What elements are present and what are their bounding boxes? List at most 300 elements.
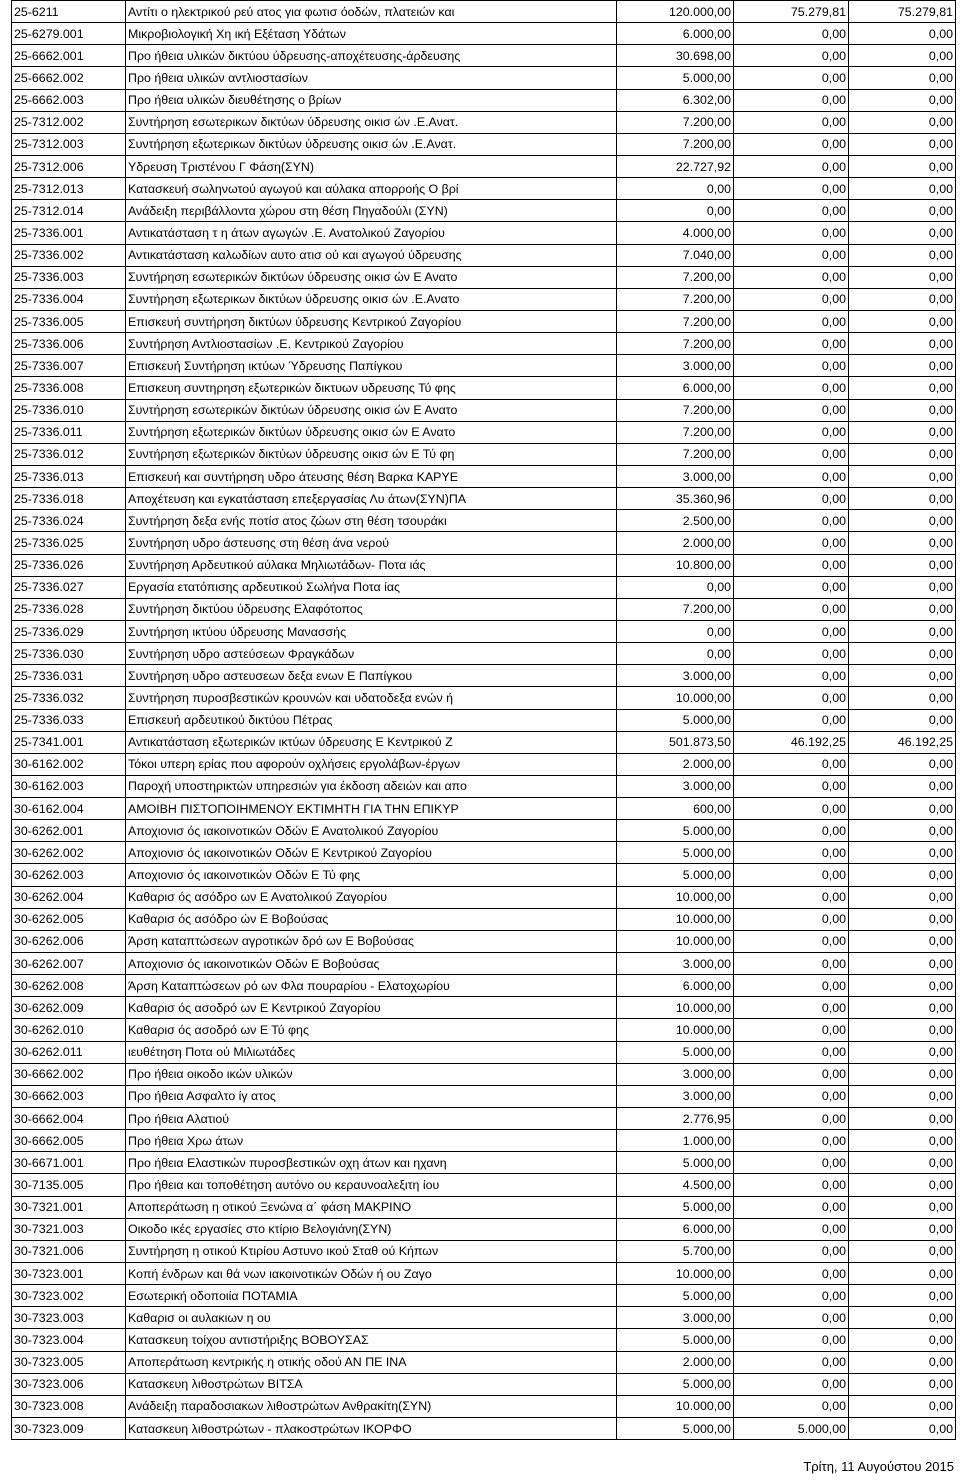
committed-amount-cell: 0,00 bbox=[734, 532, 849, 554]
paid-amount-cell: 46.192,25 bbox=[849, 731, 956, 753]
committed-amount-cell: 0,00 bbox=[734, 775, 849, 797]
budget-amount-cell: 7.200,00 bbox=[617, 111, 734, 133]
committed-amount-cell: 0,00 bbox=[734, 421, 849, 443]
account-code-cell: 30-6262.003 bbox=[12, 864, 126, 886]
budget-amount-cell: 5.000,00 bbox=[617, 1418, 734, 1440]
paid-amount-cell: 0,00 bbox=[849, 488, 956, 510]
paid-amount-cell: 0,00 bbox=[849, 1130, 956, 1152]
description-cell: Καθαρισ ός ασόδρο ων Ε Ανατολικού Ζαγορίου bbox=[126, 886, 617, 908]
paid-amount-cell: 0,00 bbox=[849, 620, 956, 642]
account-code-cell: 25-7336.013 bbox=[12, 465, 126, 487]
table-row bbox=[12, 510, 956, 532]
paid-amount-cell: 0,00 bbox=[849, 399, 956, 421]
paid-amount-cell: 0,00 bbox=[849, 355, 956, 377]
paid-amount-cell: 0,00 bbox=[849, 576, 956, 598]
budget-amount-cell: 10.000,00 bbox=[617, 687, 734, 709]
table-row bbox=[12, 377, 956, 399]
description-cell: Συντήρηση πυροσβεστικών κρουνών και υδατοδεξα ενών ή bbox=[126, 687, 617, 709]
committed-amount-cell: 0,00 bbox=[734, 488, 849, 510]
budget-amount-cell: 5.000,00 bbox=[617, 1329, 734, 1351]
budget-amount-cell: 22.727,92 bbox=[617, 155, 734, 177]
table-row bbox=[12, 421, 956, 443]
budget-amount-cell: 6.000,00 bbox=[617, 377, 734, 399]
budget-amount-cell: 2.000,00 bbox=[617, 753, 734, 775]
account-code-cell: 30-7321.006 bbox=[12, 1240, 126, 1262]
account-code-cell: 25-7341.001 bbox=[12, 731, 126, 753]
committed-amount-cell: 0,00 bbox=[734, 222, 849, 244]
committed-amount-cell: 0,00 bbox=[734, 1240, 849, 1262]
budget-amount-cell: 0,00 bbox=[617, 178, 734, 200]
description-cell: Αντικατάσταση εξωτερικών ικτύων ύδρευσης Ε Κεντρικού Ζ bbox=[126, 731, 617, 753]
committed-amount-cell: 0,00 bbox=[734, 1108, 849, 1130]
description-cell: Αντικατάσταση τ η άτων αγωγών .Ε. Ανατολικού Ζαγορίου bbox=[126, 222, 617, 244]
table-row bbox=[12, 155, 956, 177]
account-code-cell: 25-7336.003 bbox=[12, 266, 126, 288]
description-cell: Αντικατάσταση καλωδίων αυτο ατισ ού και αγωγού ύδρευσης bbox=[126, 244, 617, 266]
budget-amount-cell: 501.873,50 bbox=[617, 731, 734, 753]
paid-amount-cell: 0,00 bbox=[849, 155, 956, 177]
committed-amount-cell: 0,00 bbox=[734, 1373, 849, 1395]
table-row bbox=[12, 111, 956, 133]
budget-amount-cell: 6.302,00 bbox=[617, 89, 734, 111]
committed-amount-cell: 0,00 bbox=[734, 310, 849, 332]
committed-amount-cell: 0,00 bbox=[734, 554, 849, 576]
table-row bbox=[12, 1263, 956, 1285]
paid-amount-cell: 0,00 bbox=[849, 842, 956, 864]
description-cell: Συντήρηση εξωτερικών δικτύων ύδρευσης οικισ ών Ε Τύ φη bbox=[126, 443, 617, 465]
table-row bbox=[12, 1063, 956, 1085]
paid-amount-cell: 0,00 bbox=[849, 1041, 956, 1063]
table-row bbox=[12, 643, 956, 665]
description-cell: Προ ήθεια υλικών δικτύου ύδρευσης-αποχέτευσης-άρδευσης bbox=[126, 45, 617, 67]
account-code-cell: 25-7336.033 bbox=[12, 709, 126, 731]
description-cell: Προ ήθεια και τοποθέτηση αυτόνο ου κεραυνοαλεξιτη ίου bbox=[126, 1174, 617, 1196]
description-cell: Συντήρηση υδρο αστεύσεων Φραγκάδων bbox=[126, 643, 617, 665]
account-code-cell: 30-6262.007 bbox=[12, 953, 126, 975]
table-row bbox=[12, 1, 956, 23]
budget-amount-cell: 3.000,00 bbox=[617, 775, 734, 797]
committed-amount-cell: 0,00 bbox=[734, 1019, 849, 1041]
paid-amount-cell: 0,00 bbox=[849, 111, 956, 133]
table-row bbox=[12, 133, 956, 155]
description-cell: Οικοδο ικές εργασίες στο κτίριο Βελογιάνη(ΣΥΝ) bbox=[126, 1218, 617, 1240]
committed-amount-cell: 0,00 bbox=[734, 1174, 849, 1196]
paid-amount-cell: 0,00 bbox=[849, 1329, 956, 1351]
committed-amount-cell: 0,00 bbox=[734, 89, 849, 111]
paid-amount-cell: 0,00 bbox=[849, 953, 956, 975]
table-row bbox=[12, 89, 956, 111]
table-row bbox=[12, 355, 956, 377]
paid-amount-cell: 0,00 bbox=[849, 1152, 956, 1174]
description-cell: Καθαρισ ός ασοδρό ων Ε Κεντρικού Ζαγορίου bbox=[126, 997, 617, 1019]
committed-amount-cell: 0,00 bbox=[734, 333, 849, 355]
description-cell: Συντήρηση Αντλιοστασίων .Ε. Κεντρικού Ζαγορίου bbox=[126, 333, 617, 355]
budget-amount-cell: 0,00 bbox=[617, 643, 734, 665]
table-row bbox=[12, 1285, 956, 1307]
table-row bbox=[12, 1395, 956, 1417]
budget-amount-cell: 7.200,00 bbox=[617, 288, 734, 310]
budget-amount-cell: 10.000,00 bbox=[617, 1263, 734, 1285]
committed-amount-cell: 0,00 bbox=[734, 1130, 849, 1152]
paid-amount-cell: 0,00 bbox=[849, 554, 956, 576]
committed-amount-cell: 0,00 bbox=[734, 687, 849, 709]
description-cell: Συντήρηση εσωτερικών δικτύων ύδρευσης οικισ ών Ε Ανατο bbox=[126, 399, 617, 421]
committed-amount-cell: 0,00 bbox=[734, 820, 849, 842]
budget-amount-cell: 7.200,00 bbox=[617, 133, 734, 155]
description-cell: Αποχιονισ ός ιακοινοτικών Οδών Ε Ανατολικού Ζαγορίου bbox=[126, 820, 617, 842]
account-code-cell: 30-6262.006 bbox=[12, 930, 126, 952]
account-code-cell: 30-6262.002 bbox=[12, 842, 126, 864]
account-code-cell: 30-7323.005 bbox=[12, 1351, 126, 1373]
committed-amount-cell: 0,00 bbox=[734, 266, 849, 288]
description-cell: Κατασκευή σωληνωτού αγωγού και αύλακα απορροής Ο βρί bbox=[126, 178, 617, 200]
account-code-cell: 30-6262.008 bbox=[12, 975, 126, 997]
budget-amount-cell: 5.000,00 bbox=[617, 1373, 734, 1395]
committed-amount-cell: 0,00 bbox=[734, 1395, 849, 1417]
table-row bbox=[12, 687, 956, 709]
description-cell: Συντήρηση η οτικού Κτιρίου Αστυνο ικού Σταθ ού Κήπων bbox=[126, 1240, 617, 1262]
committed-amount-cell: 0,00 bbox=[734, 443, 849, 465]
description-cell: Ανάδειξη παραδοσιακων λιθοστρώτων Ανθρακίτη(ΣΥΝ) bbox=[126, 1395, 617, 1417]
table-row bbox=[12, 399, 956, 421]
account-code-cell: 30-6662.004 bbox=[12, 1108, 126, 1130]
table-row bbox=[12, 975, 956, 997]
budget-amount-cell: 5.000,00 bbox=[617, 820, 734, 842]
table-row bbox=[12, 1373, 956, 1395]
committed-amount-cell: 0,00 bbox=[734, 244, 849, 266]
committed-amount-cell: 0,00 bbox=[734, 45, 849, 67]
budget-amount-cell: 3.000,00 bbox=[617, 1085, 734, 1107]
budget-amount-cell: 5.000,00 bbox=[617, 1152, 734, 1174]
committed-amount-cell: 0,00 bbox=[734, 1196, 849, 1218]
paid-amount-cell: 0,00 bbox=[849, 1395, 956, 1417]
description-cell: Αποχιονισ ός ιακοινοτικών Οδών Ε Τύ φης bbox=[126, 864, 617, 886]
paid-amount-cell: 0,00 bbox=[849, 333, 956, 355]
account-code-cell: 30-6262.001 bbox=[12, 820, 126, 842]
committed-amount-cell: 0,00 bbox=[734, 67, 849, 89]
committed-amount-cell: 5.000,00 bbox=[734, 1418, 849, 1440]
paid-amount-cell: 0,00 bbox=[849, 222, 956, 244]
table-row bbox=[12, 1108, 956, 1130]
account-code-cell: 25-7336.024 bbox=[12, 510, 126, 532]
paid-amount-cell: 0,00 bbox=[849, 1351, 956, 1373]
table-row bbox=[12, 1329, 956, 1351]
committed-amount-cell: 0,00 bbox=[734, 1307, 849, 1329]
budget-amount-cell: 3.000,00 bbox=[617, 1307, 734, 1329]
budget-amount-cell: 5.000,00 bbox=[617, 842, 734, 864]
budget-amount-cell: 7.200,00 bbox=[617, 598, 734, 620]
paid-amount-cell: 0,00 bbox=[849, 643, 956, 665]
committed-amount-cell: 0,00 bbox=[734, 620, 849, 642]
budget-amount-cell: 5.000,00 bbox=[617, 1041, 734, 1063]
budget-table-body bbox=[12, 1, 956, 1440]
budget-amount-cell: 5.000,00 bbox=[617, 1285, 734, 1307]
description-cell: Κατασκευη τοίχου αντιστήριξης ΒΟΒΟΥΣΑΣ bbox=[126, 1329, 617, 1351]
committed-amount-cell: 0,00 bbox=[734, 133, 849, 155]
budget-amount-cell: 0,00 bbox=[617, 620, 734, 642]
paid-amount-cell: 0,00 bbox=[849, 1196, 956, 1218]
account-code-cell: 30-7323.009 bbox=[12, 1418, 126, 1440]
budget-amount-cell: 120.000,00 bbox=[617, 1, 734, 23]
budget-amount-cell: 6.000,00 bbox=[617, 1218, 734, 1240]
budget-amount-cell: 2.776,95 bbox=[617, 1108, 734, 1130]
account-code-cell: 25-7336.007 bbox=[12, 355, 126, 377]
account-code-cell: 30-6262.009 bbox=[12, 997, 126, 1019]
paid-amount-cell: 0,00 bbox=[849, 997, 956, 1019]
account-code-cell: 25-7336.008 bbox=[12, 377, 126, 399]
budget-amount-cell: 4.000,00 bbox=[617, 222, 734, 244]
budget-amount-cell: 6.000,00 bbox=[617, 975, 734, 997]
description-cell: Προ ήθεια υλικών αντλιοστασίων bbox=[126, 67, 617, 89]
budget-amount-cell: 0,00 bbox=[617, 200, 734, 222]
committed-amount-cell: 0,00 bbox=[734, 23, 849, 45]
table-row bbox=[12, 930, 956, 952]
account-code-cell: 30-6262.011 bbox=[12, 1041, 126, 1063]
table-row bbox=[12, 244, 956, 266]
paid-amount-cell: 0,00 bbox=[849, 1418, 956, 1440]
account-code-cell: 25-7312.014 bbox=[12, 200, 126, 222]
description-cell: Ανάδειξη περιβάλλοντα χώρου στη θέση Πηγαδούλι (ΣΥΝ) bbox=[126, 200, 617, 222]
committed-amount-cell: 0,00 bbox=[734, 1085, 849, 1107]
account-code-cell: 30-7323.004 bbox=[12, 1329, 126, 1351]
table-row bbox=[12, 1418, 956, 1440]
description-cell: Αποχιονισ ός ιακοινοτικών Οδών Ε Βοβούσας bbox=[126, 953, 617, 975]
paid-amount-cell: 0,00 bbox=[849, 1307, 956, 1329]
committed-amount-cell: 0,00 bbox=[734, 1351, 849, 1373]
table-row bbox=[12, 798, 956, 820]
paid-amount-cell: 0,00 bbox=[849, 89, 956, 111]
table-row bbox=[12, 1218, 956, 1240]
paid-amount-cell: 0,00 bbox=[849, 975, 956, 997]
budget-amount-cell: 10.000,00 bbox=[617, 908, 734, 930]
account-code-cell: 30-7321.003 bbox=[12, 1218, 126, 1240]
committed-amount-cell: 0,00 bbox=[734, 1329, 849, 1351]
description-cell: Υδρευση Τριστένου Γ Φάση(ΣΥΝ) bbox=[126, 155, 617, 177]
description-cell: Εργασία ετατόπισης αρδευτικού Σωλήνα Ποτα ίας bbox=[126, 576, 617, 598]
budget-amount-cell: 1.000,00 bbox=[617, 1130, 734, 1152]
table-row bbox=[12, 709, 956, 731]
paid-amount-cell: 0,00 bbox=[849, 1085, 956, 1107]
account-code-cell: 25-7336.006 bbox=[12, 333, 126, 355]
account-code-cell: 30-7323.001 bbox=[12, 1263, 126, 1285]
paid-amount-cell: 0,00 bbox=[849, 465, 956, 487]
paid-amount-cell: 0,00 bbox=[849, 1174, 956, 1196]
paid-amount-cell: 0,00 bbox=[849, 930, 956, 952]
budget-amount-cell: 7.200,00 bbox=[617, 266, 734, 288]
account-code-cell: 30-6262.004 bbox=[12, 886, 126, 908]
account-code-cell: 30-6262.005 bbox=[12, 908, 126, 930]
committed-amount-cell: 0,00 bbox=[734, 665, 849, 687]
paid-amount-cell: 0,00 bbox=[849, 532, 956, 554]
paid-amount-cell: 0,00 bbox=[849, 200, 956, 222]
committed-amount-cell: 0,00 bbox=[734, 953, 849, 975]
account-code-cell: 25-7312.006 bbox=[12, 155, 126, 177]
table-row bbox=[12, 598, 956, 620]
account-code-cell: 25-6662.001 bbox=[12, 45, 126, 67]
description-cell: Κατασκευη λιθοστρώτων - πλακοστρώτων ΙΚΟΡΦΟ bbox=[126, 1418, 617, 1440]
committed-amount-cell: 0,00 bbox=[734, 908, 849, 930]
description-cell: Συντήρηση υδρο αστευσεων δεξα ενων Ε Παπίγκου bbox=[126, 665, 617, 687]
paid-amount-cell: 0,00 bbox=[849, 886, 956, 908]
account-code-cell: 25-7336.010 bbox=[12, 399, 126, 421]
account-code-cell: 30-7323.008 bbox=[12, 1395, 126, 1417]
description-cell: ιευθέτηση Ποτα ού Μιλιωτάδες bbox=[126, 1041, 617, 1063]
description-cell: ΑΜΟΙΒΗ ΠΙΣΤΟΠΟΙΗΜΕΝΟΥ ΕΚΤΙΜΗΤΗ ΓΙΑ ΤΗΝ ΕΠΙΚΥΡ bbox=[126, 798, 617, 820]
committed-amount-cell: 0,00 bbox=[734, 643, 849, 665]
description-cell: Καθαρισ οι αυλακιων η ου bbox=[126, 1307, 617, 1329]
paid-amount-cell: 0,00 bbox=[849, 753, 956, 775]
table-row bbox=[12, 731, 956, 753]
account-code-cell: 30-6162.003 bbox=[12, 775, 126, 797]
committed-amount-cell: 0,00 bbox=[734, 930, 849, 952]
account-code-cell: 25-7312.013 bbox=[12, 178, 126, 200]
budget-amount-cell: 7.200,00 bbox=[617, 421, 734, 443]
description-cell: Συντήρηση εσωτερικων δικτύων ύδρευσης οικισ ών .Ε.Ανατ. bbox=[126, 111, 617, 133]
description-cell: Αποπεράτωση η οτικού Ξενώνα α΄ φάση ΜΑΚΡΙΝΟ bbox=[126, 1196, 617, 1218]
account-code-cell: 25-6662.003 bbox=[12, 89, 126, 111]
table-row bbox=[12, 1351, 956, 1373]
budget-amount-cell: 10.000,00 bbox=[617, 930, 734, 952]
table-row bbox=[12, 997, 956, 1019]
account-code-cell: 25-7336.030 bbox=[12, 643, 126, 665]
committed-amount-cell: 0,00 bbox=[734, 598, 849, 620]
account-code-cell: 25-7336.025 bbox=[12, 532, 126, 554]
budget-amount-cell: 2.000,00 bbox=[617, 1351, 734, 1373]
paid-amount-cell: 0,00 bbox=[849, 266, 956, 288]
committed-amount-cell: 0,00 bbox=[734, 1218, 849, 1240]
budget-amount-cell: 3.000,00 bbox=[617, 1063, 734, 1085]
account-code-cell: 25-7312.002 bbox=[12, 111, 126, 133]
budget-amount-cell: 7.200,00 bbox=[617, 333, 734, 355]
committed-amount-cell: 0,00 bbox=[734, 399, 849, 421]
description-cell: Αντίτι ο ηλεκτρικού ρεύ ατος για φωτισ όοδών, πλατειών και bbox=[126, 1, 617, 23]
paid-amount-cell: 0,00 bbox=[849, 709, 956, 731]
committed-amount-cell: 0,00 bbox=[734, 355, 849, 377]
committed-amount-cell: 0,00 bbox=[734, 975, 849, 997]
account-code-cell: 30-7321.001 bbox=[12, 1196, 126, 1218]
budget-amount-cell: 5.700,00 bbox=[617, 1240, 734, 1262]
description-cell: Προ ήθεια Ασφαλτο ίγ ατος bbox=[126, 1085, 617, 1107]
description-cell: Καθαρισ ός ασόδρο ών Ε Βοβούσας bbox=[126, 908, 617, 930]
budget-amount-cell: 3.000,00 bbox=[617, 465, 734, 487]
paid-amount-cell: 0,00 bbox=[849, 23, 956, 45]
table-row bbox=[12, 465, 956, 487]
description-cell: Μικροβιολογική Χη ική Εξέταση Υδάτων bbox=[126, 23, 617, 45]
budget-amount-cell: 7.200,00 bbox=[617, 399, 734, 421]
budget-amount-cell: 5.000,00 bbox=[617, 709, 734, 731]
account-code-cell: 30-7323.002 bbox=[12, 1285, 126, 1307]
committed-amount-cell: 0,00 bbox=[734, 1041, 849, 1063]
paid-amount-cell: 0,00 bbox=[849, 864, 956, 886]
budget-amount-cell: 10.000,00 bbox=[617, 997, 734, 1019]
paid-amount-cell: 0,00 bbox=[849, 133, 956, 155]
paid-amount-cell: 0,00 bbox=[849, 1373, 956, 1395]
committed-amount-cell: 0,00 bbox=[734, 178, 849, 200]
description-cell: Προ ήθεια Χρω άτων bbox=[126, 1130, 617, 1152]
account-code-cell: 25-6662.002 bbox=[12, 67, 126, 89]
paid-amount-cell: 0,00 bbox=[849, 178, 956, 200]
paid-amount-cell: 0,00 bbox=[849, 1263, 956, 1285]
table-row bbox=[12, 908, 956, 930]
account-code-cell: 30-7323.006 bbox=[12, 1373, 126, 1395]
account-code-cell: 25-7336.028 bbox=[12, 598, 126, 620]
paid-amount-cell: 0,00 bbox=[849, 1218, 956, 1240]
committed-amount-cell: 0,00 bbox=[734, 200, 849, 222]
account-code-cell: 25-6279.001 bbox=[12, 23, 126, 45]
table-row bbox=[12, 1240, 956, 1262]
table-row bbox=[12, 1041, 956, 1063]
committed-amount-cell: 0,00 bbox=[734, 377, 849, 399]
committed-amount-cell: 0,00 bbox=[734, 1285, 849, 1307]
description-cell: Συντήρηση εξωτερικων δικτύων ύδρευσης οικισ ών .Ε.Ανατ. bbox=[126, 133, 617, 155]
paid-amount-cell: 0,00 bbox=[849, 45, 956, 67]
paid-amount-cell: 0,00 bbox=[849, 421, 956, 443]
paid-amount-cell: 0,00 bbox=[849, 687, 956, 709]
table-row bbox=[12, 1152, 956, 1174]
table-row bbox=[12, 820, 956, 842]
account-code-cell: 30-6662.005 bbox=[12, 1130, 126, 1152]
account-code-cell: 25-7336.026 bbox=[12, 554, 126, 576]
table-row bbox=[12, 443, 956, 465]
committed-amount-cell: 0,00 bbox=[734, 155, 849, 177]
account-code-cell: 30-6662.002 bbox=[12, 1063, 126, 1085]
table-row bbox=[12, 488, 956, 510]
account-code-cell: 25-7312.003 bbox=[12, 133, 126, 155]
description-cell: Επισκευή συντήρηση δικτύων ύδρευσης Κεντρικού Ζαγορίου bbox=[126, 310, 617, 332]
account-code-cell: 25-7336.031 bbox=[12, 665, 126, 687]
committed-amount-cell: 0,00 bbox=[734, 864, 849, 886]
budget-amount-cell: 7.200,00 bbox=[617, 443, 734, 465]
committed-amount-cell: 75.279,81 bbox=[734, 1, 849, 23]
description-cell: Συντήρηση εξωτερικων δικτύων ύδρευσης οικισ ών .Ε.Ανατο bbox=[126, 288, 617, 310]
description-cell: Επισκευη συντηρηση εξωτερικών δικτυων υδρευσης Τύ φης bbox=[126, 377, 617, 399]
table-row bbox=[12, 576, 956, 598]
description-cell: Προ ήθεια οικοδο ικών υλικών bbox=[126, 1063, 617, 1085]
account-code-cell: 25-7336.001 bbox=[12, 222, 126, 244]
description-cell: Καθαρισ ός ασοδρό ων Ε Τύ φης bbox=[126, 1019, 617, 1041]
paid-amount-cell: 0,00 bbox=[849, 908, 956, 930]
table-row bbox=[12, 753, 956, 775]
table-row bbox=[12, 45, 956, 67]
paid-amount-cell: 0,00 bbox=[849, 377, 956, 399]
table-row bbox=[12, 67, 956, 89]
description-cell: Άρση καταπτώσεων αγροτικών δρό ων Ε Βοβούσας bbox=[126, 930, 617, 952]
paid-amount-cell: 0,00 bbox=[849, 288, 956, 310]
description-cell: Συντήρηση ικτύου ύδρευσης Μανασσής bbox=[126, 620, 617, 642]
account-code-cell: 30-7135.005 bbox=[12, 1174, 126, 1196]
budget-amount-cell: 5.000,00 bbox=[617, 864, 734, 886]
account-code-cell: 25-7336.029 bbox=[12, 620, 126, 642]
budget-amount-cell: 10.000,00 bbox=[617, 1395, 734, 1417]
budget-amount-cell: 5.000,00 bbox=[617, 67, 734, 89]
committed-amount-cell: 0,00 bbox=[734, 753, 849, 775]
budget-amount-cell: 5.000,00 bbox=[617, 1196, 734, 1218]
description-cell: Αποχέτευση και εγκατάσταση επεξεργασίας Λυ άτων(ΣΥΝ)ΠΑ bbox=[126, 488, 617, 510]
table-row bbox=[12, 953, 956, 975]
description-cell: Άρση Καταπτώσεων ρό ων Φλα πουραρίου - Ελατοχωρίου bbox=[126, 975, 617, 997]
budget-amount-cell: 10.000,00 bbox=[617, 1019, 734, 1041]
description-cell: Συντήρηση Αρδευτικού αύλακα Μηλιωτάδων- Ποτα ιάς bbox=[126, 554, 617, 576]
committed-amount-cell: 0,00 bbox=[734, 1152, 849, 1174]
table-row bbox=[12, 532, 956, 554]
description-cell: Κατασκευη λιθοστρώτων ΒΙΤΣΑ bbox=[126, 1373, 617, 1395]
committed-amount-cell: 0,00 bbox=[734, 288, 849, 310]
budget-amount-cell: 10.000,00 bbox=[617, 886, 734, 908]
budget-table bbox=[11, 0, 956, 1440]
committed-amount-cell: 46.192,25 bbox=[734, 731, 849, 753]
budget-amount-cell: 3.000,00 bbox=[617, 355, 734, 377]
paid-amount-cell: 0,00 bbox=[849, 443, 956, 465]
